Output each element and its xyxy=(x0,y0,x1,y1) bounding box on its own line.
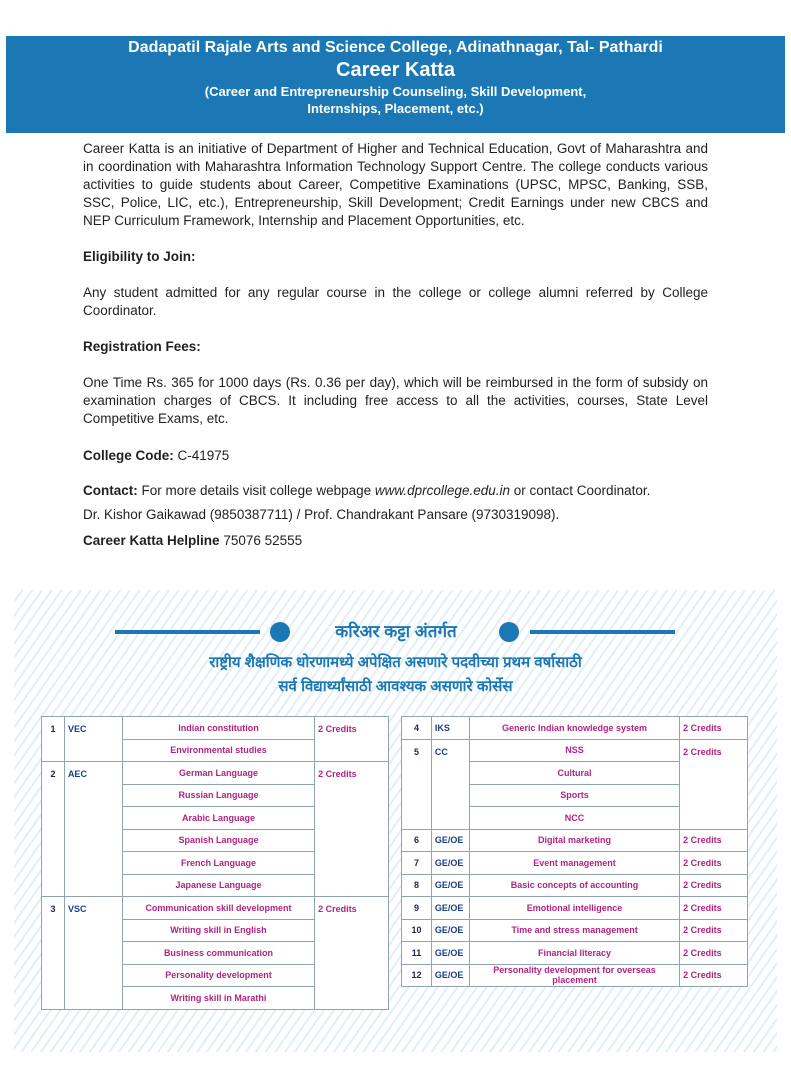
row-number: 3 xyxy=(42,897,65,1010)
course-category: GE/OE xyxy=(431,942,469,965)
table-row xyxy=(402,874,748,897)
course-name: Arabic Language xyxy=(122,807,314,830)
course-name: Writing skill in Marathi xyxy=(122,987,314,1010)
contact-names: Dr. Kishor Gaikawad (9850387711) / Prof. Chandrakant Pansare (9730319098). xyxy=(83,507,560,522)
subtitle-line-2: Internships, Placement, etc.) xyxy=(307,101,484,116)
course-name: Japanese Language xyxy=(122,874,314,897)
table-row xyxy=(42,717,389,740)
course-name: Sports xyxy=(469,784,679,807)
college-code-value: C-41975 xyxy=(177,448,230,463)
course-category: GE/OE xyxy=(431,964,469,987)
course-name: Communication skill development xyxy=(122,897,314,920)
title-dot-right xyxy=(499,622,519,642)
course-name: Indian constitution xyxy=(122,717,314,740)
title-rule-left xyxy=(115,630,260,634)
course-category: GE/OE xyxy=(431,897,469,920)
course-name: Environmental studies xyxy=(122,739,314,762)
row-number: 8 xyxy=(402,874,432,897)
row-number: 11 xyxy=(402,942,432,965)
page-title: Career Katta xyxy=(336,59,455,81)
eligibility-heading: Eligibility to Join: xyxy=(83,249,196,264)
course-table-right xyxy=(401,716,748,987)
table-row xyxy=(402,919,748,942)
course-name: Digital marketing xyxy=(469,829,679,852)
course-category: IKS xyxy=(431,717,469,740)
course-credits: 2 Credits xyxy=(680,897,748,920)
row-number: 12 xyxy=(402,964,432,987)
row-number: 7 xyxy=(402,852,432,875)
row-number: 6 xyxy=(402,829,432,852)
course-name: German Language xyxy=(122,762,314,785)
course-name: NSS xyxy=(469,739,679,762)
header-banner xyxy=(6,36,785,133)
course-name: Financial literacy xyxy=(469,942,679,965)
marathi-title-bar xyxy=(0,622,791,642)
table-row xyxy=(402,852,748,875)
row-number: 9 xyxy=(402,897,432,920)
course-credits: 2 Credits xyxy=(315,717,389,762)
helpline-label: Career Katta Helpline xyxy=(83,533,220,548)
course-name: Emotional intelligence xyxy=(469,897,679,920)
title-rule-right xyxy=(530,630,675,634)
course-category: GE/OE xyxy=(431,874,469,897)
table-row xyxy=(42,762,389,785)
marathi-title: करिअर कट्टा अंतर्गत xyxy=(335,622,457,641)
course-category: VSC xyxy=(64,897,122,1010)
helpline xyxy=(83,532,708,550)
course-name: NCC xyxy=(469,807,679,830)
marathi-subtitle-1: राष्ट्रीय शैक्षणिक धोरणामध्ये अपेक्षित असणारे पदवीच्या प्रथम वर्षासाठी xyxy=(209,654,582,671)
intro-paragraph: Career Katta is an initiative of Department of Higher and Technical Education, Govt of Maharashtra and in coordination with Maharashtra Information Technology Support Centre. The college conducts various activities to guide students about Career, Competitive Examinations (UPSC, MPSC, Banking, SSB, SSC, Police, LIC, etc.), Entrepreneurship, Skill Development; Credit Earnings under new CBCS and NEP Curriculum Framework, Internship and Placement Opportunities, etc. xyxy=(83,141,708,228)
table-row xyxy=(402,942,748,965)
college-name: Dadapatil Rajale Arts and Science College, Adinathnagar, Tal- Pathardi xyxy=(128,39,663,56)
course-category: GE/OE xyxy=(431,852,469,875)
course-name: Cultural xyxy=(469,762,679,785)
course-credits: 2 Credits xyxy=(680,739,748,829)
fees-heading: Registration Fees: xyxy=(83,339,201,354)
fees-text: One Time Rs. 365 for 1000 days (Rs. 0.36 per day), which will be reimbursed in the form of subsidy on examination charges of CBCS. It including free access to all the activities, courses, State Level Competitive Exams, etc. xyxy=(83,375,708,426)
table-row xyxy=(402,739,748,762)
course-credits: 2 Credits xyxy=(680,964,748,987)
course-credits: 2 Credits xyxy=(680,942,748,965)
course-name: Writing skill in English xyxy=(122,919,314,942)
course-name: Personality development xyxy=(122,964,314,987)
helpline-value: 75076 52555 xyxy=(223,533,303,548)
course-table-left xyxy=(41,716,389,1010)
contact-text: For more details visit college webpage xyxy=(141,483,372,498)
course-credits: 2 Credits xyxy=(680,852,748,875)
college-code xyxy=(83,447,708,465)
course-credits: 2 Credits xyxy=(315,762,389,897)
course-category: VEC xyxy=(64,717,122,762)
course-name: Personality development for overseas placement xyxy=(469,964,679,987)
course-credits: 2 Credits xyxy=(680,874,748,897)
contact-text-after: or contact Coordinator. xyxy=(513,483,651,498)
college-code-label: College Code: xyxy=(83,448,174,463)
eligibility-text: Any student admitted for any regular course in the college or college alumni referred by College Coordinator. xyxy=(83,285,708,318)
row-number: 5 xyxy=(402,739,432,829)
row-number: 10 xyxy=(402,919,432,942)
row-number: 2 xyxy=(42,762,65,897)
course-credits: 2 Credits xyxy=(680,919,748,942)
table-row xyxy=(402,829,748,852)
contact-label: Contact: xyxy=(83,483,138,498)
course-credits: 2 Credits xyxy=(680,829,748,852)
course-category: AEC xyxy=(64,762,122,897)
marathi-subtitle-2: सर्व विद्यार्थ्यांसाठी आवश्यक असणारे कोर्सेस xyxy=(278,678,513,695)
course-name: Generic Indian knowledge system xyxy=(469,717,679,740)
college-url-link[interactable]: www.dprcollege.edu.in xyxy=(374,483,510,498)
title-dot-left xyxy=(270,622,290,642)
table-row xyxy=(42,897,389,920)
course-credits: 2 Credits xyxy=(315,897,389,1010)
document-body xyxy=(83,140,708,550)
row-number: 4 xyxy=(402,717,432,740)
contact-line xyxy=(83,482,708,500)
course-name: Time and stress management xyxy=(469,919,679,942)
course-category: GE/OE xyxy=(431,829,469,852)
course-name: Basic concepts of accounting xyxy=(469,874,679,897)
course-name: Spanish Language xyxy=(122,829,314,852)
table-row xyxy=(402,897,748,920)
subtitle-line-1: (Career and Entrepreneurship Counseling, Skill Development, xyxy=(204,84,587,99)
course-name: Russian Language xyxy=(122,784,314,807)
course-name: French Language xyxy=(122,852,314,875)
table-row xyxy=(402,717,748,740)
course-category: CC xyxy=(431,739,469,829)
row-number: 1 xyxy=(42,717,65,762)
course-category: GE/OE xyxy=(431,919,469,942)
course-name: Business communication xyxy=(122,942,314,965)
course-credits: 2 Credits xyxy=(680,717,748,740)
table-row xyxy=(402,964,748,987)
course-name: Event management xyxy=(469,852,679,875)
